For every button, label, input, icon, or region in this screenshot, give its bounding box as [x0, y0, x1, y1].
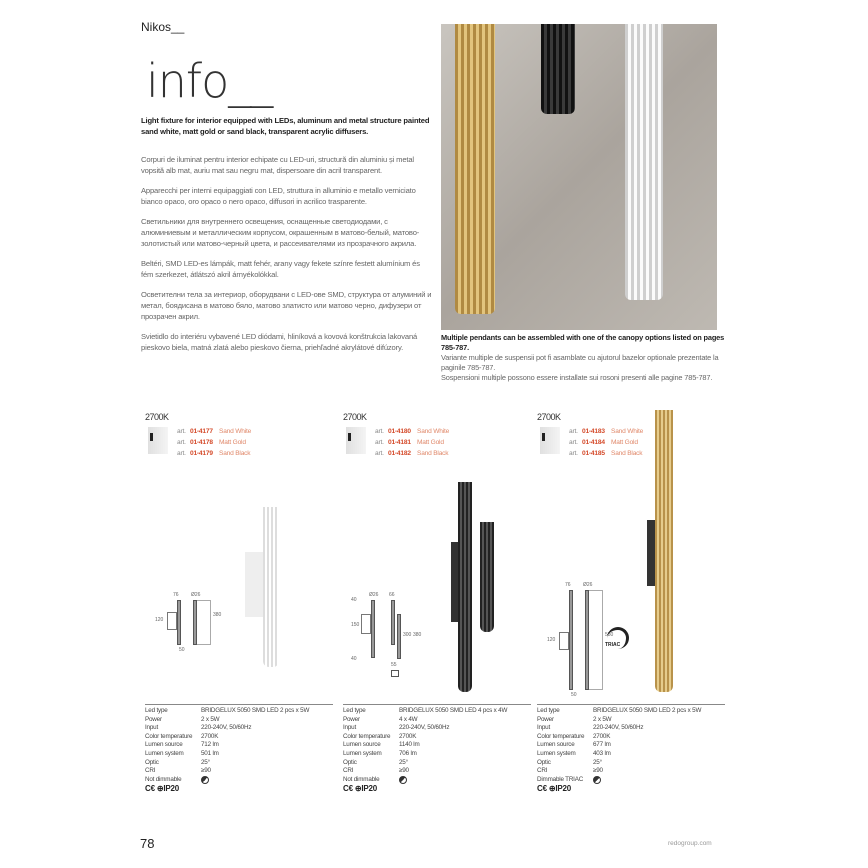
- drawing-bar: [569, 590, 573, 690]
- spec-row: [145, 724, 333, 733]
- spec-label: Led type: [537, 707, 560, 714]
- article-code: 01-4180: [388, 428, 411, 435]
- drawing-plate: [559, 632, 569, 650]
- spec-label: Lumen system: [343, 749, 382, 757]
- caption-line: Sospensioni multiple possono essere installate sui rosoni presenti alle pagine 785-787.: [441, 373, 713, 382]
- dimension-label: 120: [155, 617, 164, 623]
- spec-label: Led type: [343, 707, 366, 714]
- spec-value: 220-240V, 50/60Hz: [593, 724, 644, 732]
- article-finish: Sand Black: [219, 450, 251, 457]
- drawing-bar: [397, 614, 401, 659]
- spec-row: [145, 707, 333, 716]
- spec-row: [145, 750, 333, 759]
- spec-label: Power: [343, 715, 360, 723]
- spec-row: [343, 741, 531, 750]
- spec-label: Not dimmable: [343, 775, 380, 783]
- spec-value: 25°: [201, 758, 210, 766]
- article-prefix: art.: [569, 428, 578, 435]
- spec-label: Optic: [343, 758, 357, 766]
- article-code: 01-4185: [582, 450, 605, 457]
- spec-label: Power: [537, 715, 554, 723]
- product-image: [458, 482, 472, 692]
- spec-row: [343, 759, 531, 768]
- dimension-label: 150: [351, 622, 360, 628]
- spec-label: CRI: [145, 767, 156, 775]
- drawing-plate: [167, 612, 177, 630]
- spec-label: Input: [343, 724, 357, 732]
- color-temperature: 2700K: [343, 412, 367, 422]
- product-column: [537, 412, 729, 822]
- dimension-label: 380: [413, 632, 422, 638]
- spec-value: 712 lm: [201, 741, 219, 749]
- spec-label: Lumen system: [537, 749, 576, 757]
- spec-row: [537, 707, 725, 716]
- article-row: [569, 448, 643, 459]
- page-title: info__: [146, 54, 273, 108]
- article-finish: Sand Black: [417, 450, 449, 457]
- spec-label: Input: [537, 724, 551, 732]
- dimension-drawing: [153, 592, 233, 662]
- article-prefix: art.: [569, 439, 578, 446]
- dimension-label: Ø26: [191, 592, 201, 598]
- intro-paragraph: Apparecchi per interni equipaggiati con LED, struttura in alluminio e metallo verniciato bianco opaco, oro opaco o nero opaco, diffusori in acrilico trasparente.: [141, 186, 416, 206]
- article-code: 01-4177: [190, 428, 213, 435]
- dimension-label: 50: [179, 647, 185, 653]
- spec-row: [145, 733, 333, 742]
- dimmer-off-icon: [201, 776, 209, 784]
- article-row: [569, 437, 643, 448]
- spec-label: Optic: [145, 758, 159, 766]
- article-finish: Sand Black: [611, 450, 643, 457]
- article-prefix: art.: [375, 450, 384, 457]
- spec-value: ≥90: [593, 767, 603, 775]
- spec-row: [145, 759, 333, 768]
- drawing-bar: [391, 600, 395, 645]
- spec-value: ≥90: [201, 767, 211, 775]
- dimension-label: 55: [391, 662, 397, 668]
- article-finish: Matt Gold: [611, 439, 638, 446]
- dimension-label: 66: [389, 592, 395, 598]
- article-finish: Sand White: [219, 428, 252, 435]
- mounting-bar: [150, 433, 153, 441]
- dimension-label: 40: [351, 656, 357, 662]
- spec-row: [537, 724, 725, 733]
- spec-label: Lumen source: [537, 741, 575, 749]
- spec-value: 4 x 4W: [399, 715, 418, 723]
- spec-value: 25°: [593, 758, 602, 766]
- spec-value: ≥90: [399, 767, 409, 775]
- spec-label: Optic: [537, 758, 551, 766]
- dimmer-off-icon: [399, 776, 407, 784]
- article-code: 01-4183: [582, 428, 605, 435]
- mounting-icon: [148, 427, 168, 454]
- spec-table: [537, 704, 725, 794]
- caption-line: Variante multiple de suspensii pot fi asamblate cu ajutorul bazelor optionale prezentate la paginile 785-787.: [441, 353, 719, 372]
- article-code: 01-4184: [582, 439, 605, 446]
- product-image: [655, 410, 673, 692]
- triac-label: TRIAC: [605, 642, 621, 648]
- dimension-label: 76: [173, 592, 179, 598]
- spec-label: Dimmable TRIAC: [537, 775, 584, 783]
- spec-row: [145, 776, 333, 785]
- dimension-label: 580: [605, 632, 614, 638]
- drawing-plate: [361, 614, 371, 634]
- mounting-icon: [540, 427, 560, 454]
- spec-label: Color temperature: [145, 732, 193, 740]
- spec-row: [537, 776, 725, 785]
- spec-row: [537, 716, 725, 725]
- spec-value: 2700K: [593, 732, 611, 740]
- spec-value: BRIDGELUX 5050 SMD LED 2 pcs x 5W: [201, 707, 310, 714]
- drawing-bar: [371, 600, 375, 658]
- spec-row: [537, 741, 725, 750]
- spec-value: 25°: [399, 758, 408, 766]
- article-prefix: art.: [177, 450, 186, 457]
- spec-row: [145, 716, 333, 725]
- dimension-label: 120: [547, 637, 556, 643]
- article-row: [177, 426, 251, 437]
- intro-lead: Light fixture for interior equipped with LEDs, aluminum and metal structure painted sand white, matt gold or sand black, transparent acrylic diffusers.: [141, 116, 430, 136]
- caption-bold: Multiple pendants can be assembled with one of the canopy options listed on pages 785-787.: [441, 333, 725, 352]
- spec-value: 220-240V, 50/60Hz: [201, 724, 252, 732]
- product-image: [480, 522, 494, 632]
- spec-label: Color temperature: [537, 732, 585, 740]
- spec-value: 677 lm: [593, 741, 611, 749]
- spec-row: [537, 733, 725, 742]
- article-prefix: art.: [177, 428, 186, 435]
- dimension-label: 50: [571, 692, 577, 698]
- product-column: [343, 412, 535, 822]
- article-row: [375, 437, 449, 448]
- spec-table: [343, 704, 531, 794]
- spec-row: [145, 767, 333, 776]
- spec-label: Lumen system: [145, 749, 184, 757]
- spec-row: [343, 733, 531, 742]
- spec-value: 1140 lm: [399, 741, 420, 749]
- dimension-label: 76: [565, 582, 571, 588]
- certification-marks: C€ ⊕IP20: [145, 784, 180, 794]
- certification-marks: C€ ⊕IP20: [537, 784, 572, 794]
- photo-caption: [441, 333, 731, 383]
- dimension-label: 300: [403, 632, 412, 638]
- article-row: [177, 437, 251, 448]
- color-temperature: 2700K: [145, 412, 169, 422]
- spec-value: BRIDGELUX 5050 SMD LED 2 pcs x 5W: [593, 707, 702, 714]
- article-prefix: art.: [375, 439, 384, 446]
- article-row: [569, 426, 643, 437]
- spec-label: CRI: [537, 767, 548, 775]
- spec-row: [343, 716, 531, 725]
- spec-value: 501 lm: [201, 749, 219, 757]
- article-prefix: art.: [569, 450, 578, 457]
- spec-row: [343, 767, 531, 776]
- drawing-bar: [177, 600, 181, 645]
- spec-label: CRI: [343, 767, 354, 775]
- product-image: [263, 507, 279, 667]
- mount-plate: [245, 552, 263, 617]
- intro-paragraph: Beltéri, SMD LED-es lámpák, matt fehér, arany vagy fekete színre festett alumínium és fém szerkezet, átlátszó akril árnyékolókkal.: [141, 259, 420, 279]
- article-finish: Matt Gold: [417, 439, 444, 446]
- product-column: [145, 412, 337, 822]
- drawing-outline: [589, 590, 603, 690]
- spec-value: 706 lm: [399, 749, 417, 757]
- mounting-icon: [346, 427, 366, 454]
- spec-row: [145, 741, 333, 750]
- mounting-bar: [348, 433, 351, 441]
- drawing-clip: [391, 670, 399, 677]
- spec-label: Not dimmable: [145, 775, 182, 783]
- spec-value: 403 lm: [593, 749, 611, 757]
- article-list: [177, 426, 251, 459]
- dimension-label: Ø26: [369, 592, 379, 598]
- dimension-label: 380: [213, 612, 222, 618]
- dimmer-icon: [593, 776, 601, 784]
- article-list: [375, 426, 449, 459]
- dimension-drawing: [351, 592, 431, 668]
- page-number: 78: [140, 836, 155, 851]
- spec-label: Lumen source: [145, 741, 183, 749]
- spec-value: 2700K: [201, 732, 219, 740]
- spec-label: Input: [145, 724, 159, 732]
- intro-paragraph: Svietidlo do interiéru vybavené LED diódami, hliníková a kovová konštrukcia lakovaná pieskovo biela, matná zlatá alebo pieskovo čierna, priehľadné akrylátové difúzory.: [141, 332, 418, 352]
- spec-label: Power: [145, 715, 162, 723]
- article-row: [375, 448, 449, 459]
- spec-row: [343, 707, 531, 716]
- intro-paragraph: Corpuri de iluminat pentru interior echipate cu LED-uri, structură din aluminiu și metal vopsită alb mat, auriu mat sau negru mat, dispersoare din acril transparent.: [141, 155, 414, 175]
- spec-row: [343, 750, 531, 759]
- drawing-outline: [197, 600, 211, 645]
- article-row: [177, 448, 251, 459]
- certification-marks: C€ ⊕IP20: [343, 784, 378, 794]
- spec-value: 2700K: [399, 732, 417, 740]
- product-photo: [441, 24, 717, 330]
- spec-value: 2 x 5W: [593, 715, 612, 723]
- spec-label: Color temperature: [343, 732, 391, 740]
- article-code: 01-4179: [190, 450, 213, 457]
- mounting-bar: [542, 433, 545, 441]
- article-finish: Matt Gold: [219, 439, 246, 446]
- article-code: 01-4178: [190, 439, 213, 446]
- spec-table: [145, 704, 333, 794]
- article-finish: Sand White: [611, 428, 644, 435]
- website: redogroup.com: [668, 840, 712, 847]
- spec-value: 220-240V, 50/60Hz: [399, 724, 450, 732]
- spec-label: Led type: [145, 707, 168, 714]
- brand-name: Nikos__: [141, 20, 185, 34]
- article-row: [375, 426, 449, 437]
- intro-paragraph: Светильники для внутреннего освещения, оснащенные светодиодами, с алюминиевым и металлическим корпусом, окрашенным в матово-белый, матово-золотистый или матово-черный цвета, и рассеивателями из прозрачного акрила.: [141, 217, 420, 248]
- spec-row: [537, 750, 725, 759]
- spec-row: [343, 776, 531, 785]
- article-list: [569, 426, 643, 459]
- intro-paragraphs: [141, 154, 433, 362]
- article-prefix: art.: [375, 428, 384, 435]
- dimension-label: Ø26: [583, 582, 593, 588]
- spec-row: [537, 767, 725, 776]
- article-prefix: art.: [177, 439, 186, 446]
- article-code: 01-4181: [388, 439, 411, 446]
- color-temperature: 2700K: [537, 412, 561, 422]
- article-code: 01-4182: [388, 450, 411, 457]
- spec-row: [343, 724, 531, 733]
- spec-value: 2 x 5W: [201, 715, 220, 723]
- spec-label: Lumen source: [343, 741, 381, 749]
- dimension-label: 40: [351, 597, 357, 603]
- spec-value: BRIDGELUX 5050 SMD LED 4 pcs x 4W: [399, 707, 508, 714]
- intro-paragraph: Осветителни тела за интериор, оборудвани с LED-ове SMD, структура от алуминий и метал, боядисана в матово бяло, матово златисто или матово черно, дифузери от прозрачен акрил.: [141, 290, 432, 321]
- spec-row: [537, 759, 725, 768]
- article-finish: Sand White: [417, 428, 450, 435]
